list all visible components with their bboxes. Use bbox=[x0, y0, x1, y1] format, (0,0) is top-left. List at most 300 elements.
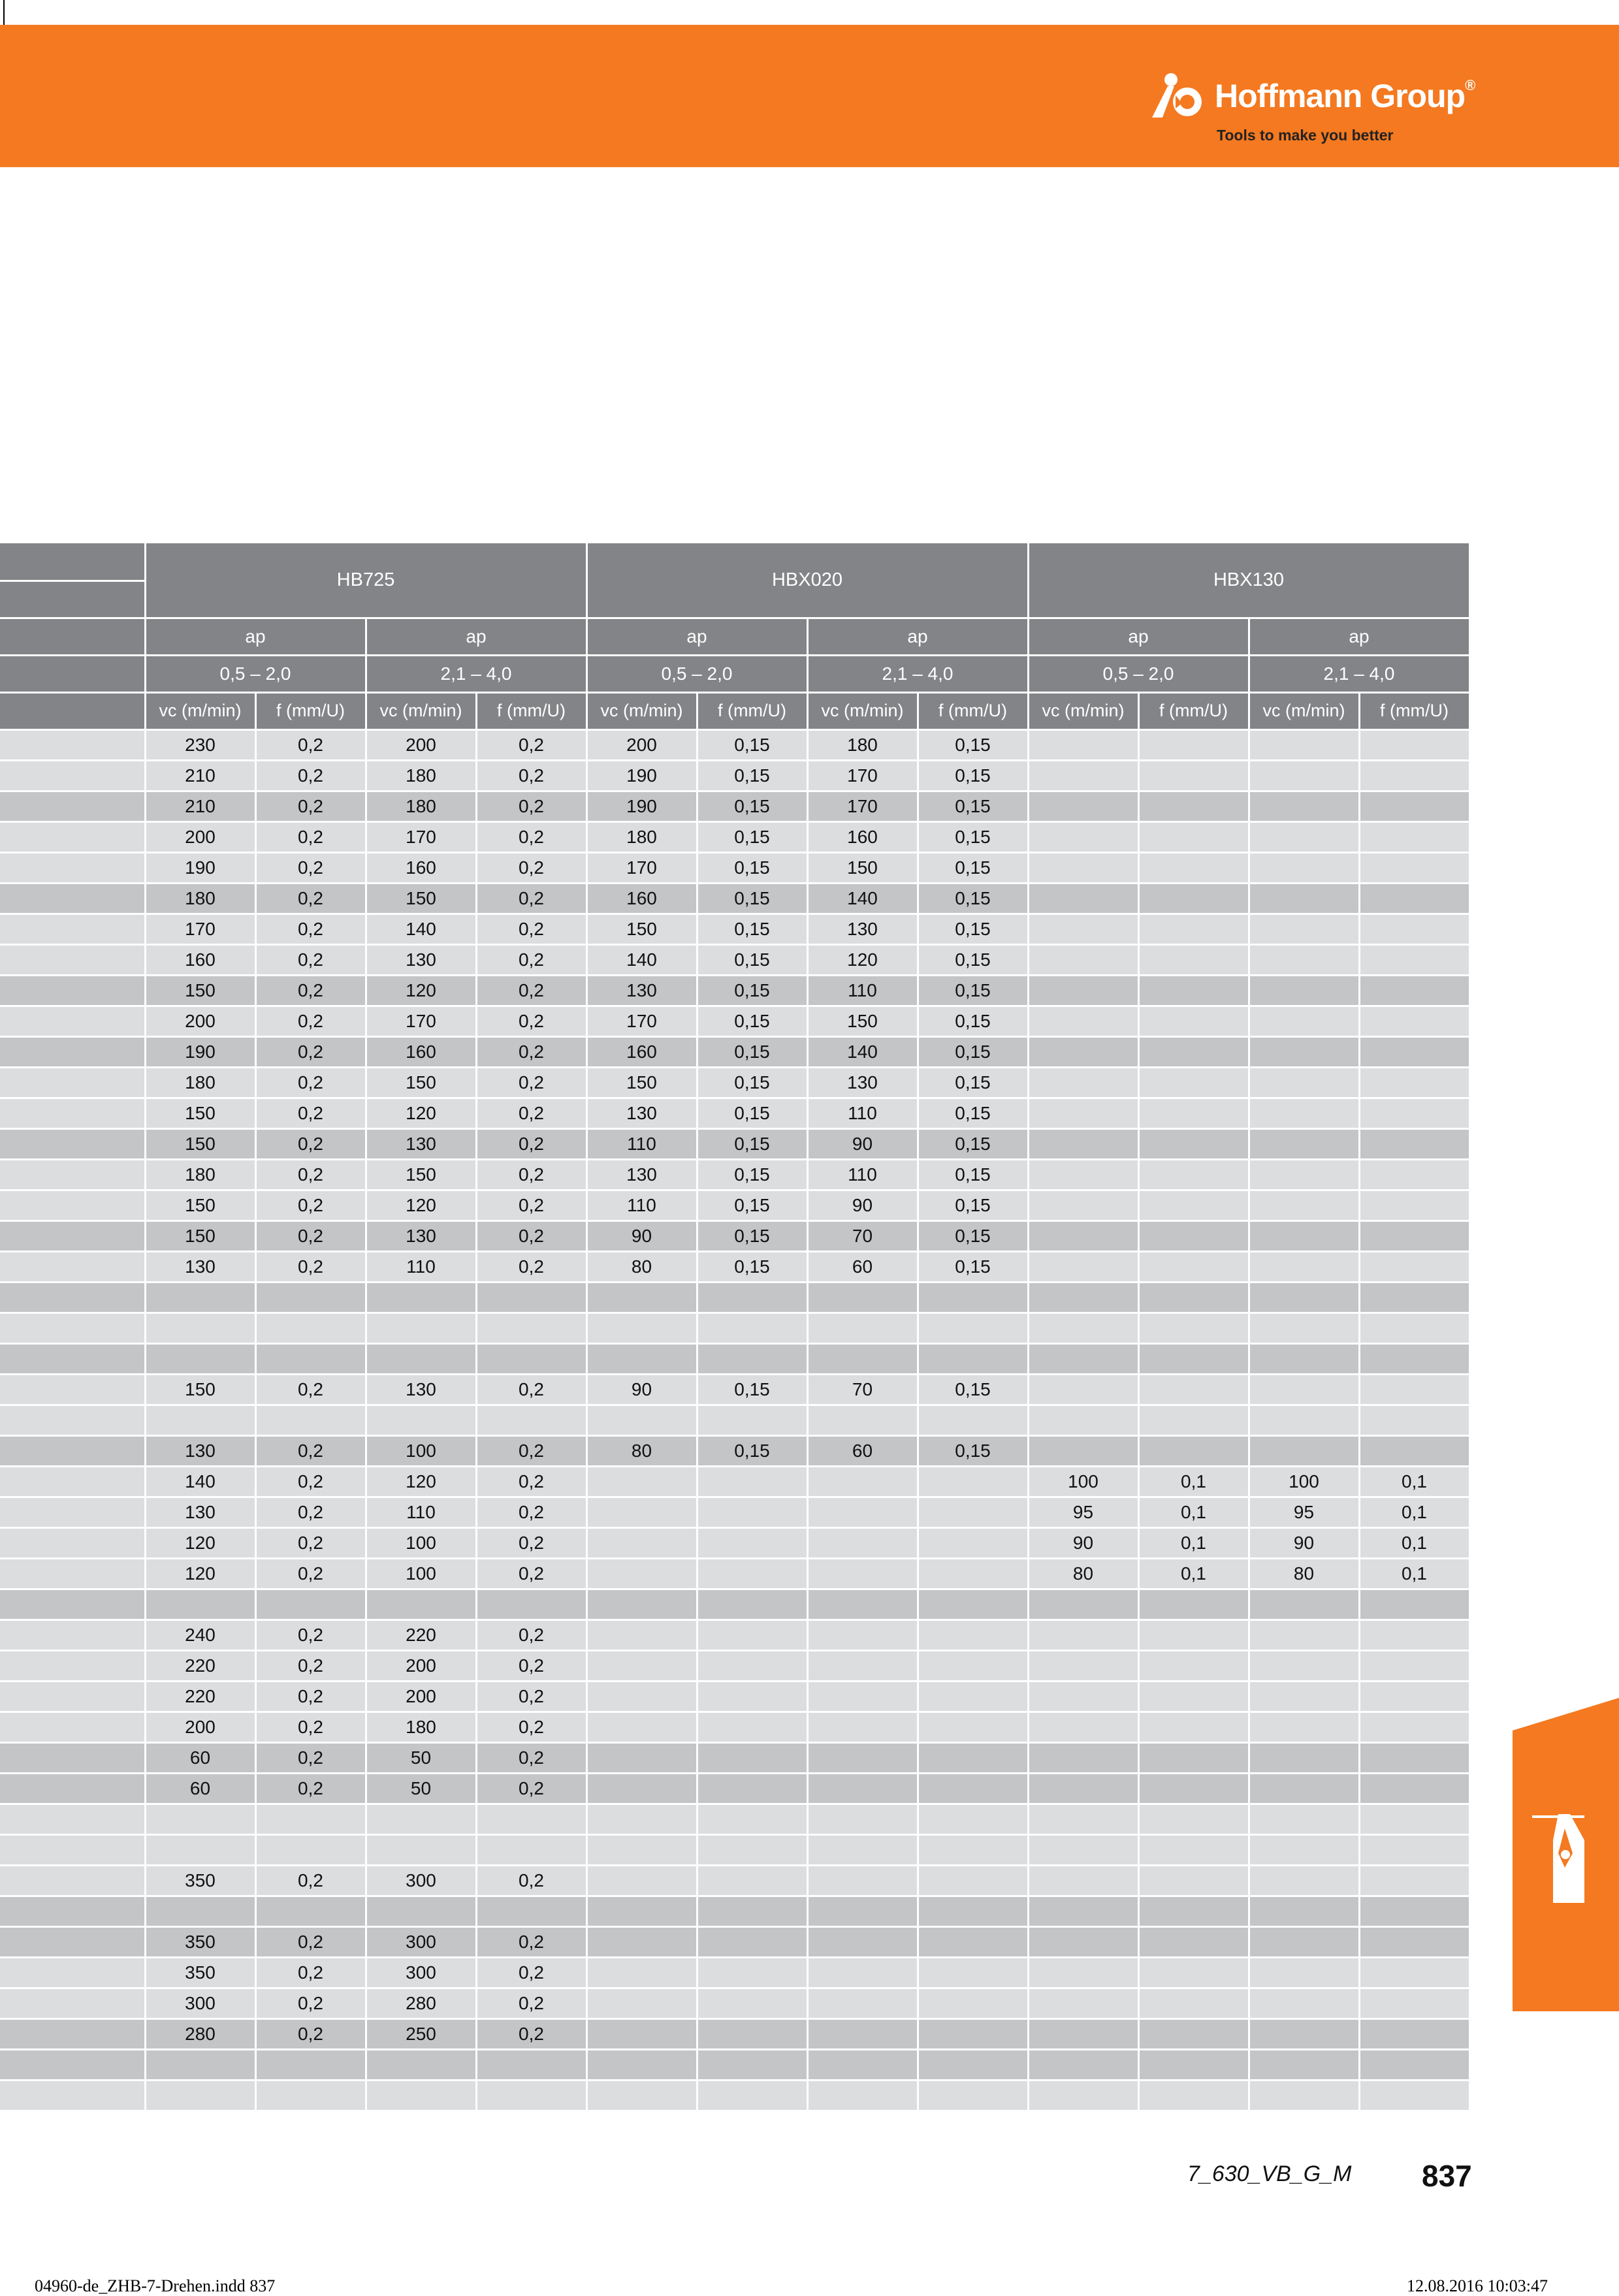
f-cell: 0,2 bbox=[476, 1619, 586, 1650]
vc-cell: 160 bbox=[586, 1036, 697, 1067]
vc-cell: 190 bbox=[145, 1036, 255, 1067]
ap-range: 2,1 – 4,0 bbox=[1249, 655, 1469, 692]
ap-range: 0,5 – 2,0 bbox=[1028, 655, 1249, 692]
f-cell bbox=[1359, 760, 1469, 791]
f-cell bbox=[1359, 1988, 1469, 2018]
f-cell: 0,2 bbox=[255, 729, 366, 760]
f-cell: 0,15 bbox=[918, 821, 1028, 852]
f-cell: 0,2 bbox=[476, 1036, 586, 1067]
f-cell bbox=[255, 2049, 366, 2080]
f-cell bbox=[1359, 1589, 1469, 1619]
f-cell bbox=[918, 1834, 1028, 1865]
vc-cell: 95 bbox=[1028, 1497, 1138, 1527]
vc-cell bbox=[807, 1343, 918, 1374]
logo-figure-icon bbox=[1149, 72, 1215, 124]
vc-cell: 50 bbox=[366, 1773, 476, 1804]
f-cell bbox=[1359, 1159, 1469, 1190]
vc-cell: 60 bbox=[807, 1251, 918, 1282]
f-cell bbox=[1359, 1067, 1469, 1098]
row-label-cell bbox=[0, 1435, 145, 1466]
vc-cell bbox=[807, 1405, 918, 1435]
f-cell bbox=[1359, 914, 1469, 944]
f-cell: 0,2 bbox=[255, 1036, 366, 1067]
table-row bbox=[0, 852, 1469, 883]
vc-cell: 280 bbox=[366, 1988, 476, 2018]
f-cell bbox=[1138, 1405, 1249, 1435]
vc-cell: 90 bbox=[586, 1220, 697, 1251]
f-cell bbox=[918, 1926, 1028, 1957]
vc-cell bbox=[1028, 1712, 1138, 1742]
vc-cell: 180 bbox=[366, 791, 476, 821]
ap-range: 2,1 – 4,0 bbox=[807, 655, 1028, 692]
vc-cell: 150 bbox=[586, 1067, 697, 1098]
vc-cell: 350 bbox=[145, 1926, 255, 1957]
vc-cell: 130 bbox=[807, 1067, 918, 1098]
f-cell bbox=[918, 1988, 1028, 2018]
table-row bbox=[0, 1712, 1469, 1742]
vc-cell: 100 bbox=[366, 1527, 476, 1558]
vc-cell: 160 bbox=[145, 944, 255, 975]
table-row bbox=[0, 1128, 1469, 1159]
turning-tool-icon bbox=[1513, 1698, 1619, 2011]
f-cell bbox=[1138, 1343, 1249, 1374]
vc-cell: 110 bbox=[366, 1251, 476, 1282]
f-cell bbox=[697, 1466, 807, 1497]
cutting-data-table bbox=[0, 543, 1471, 2112]
vc-cell bbox=[807, 1527, 918, 1558]
f-cell: 0,2 bbox=[476, 1067, 586, 1098]
vc-cell bbox=[807, 1957, 918, 1988]
row-label-cell bbox=[0, 1374, 145, 1405]
f-cell bbox=[1138, 1098, 1249, 1128]
vc-cell bbox=[1249, 821, 1359, 852]
f-cell: 0,15 bbox=[697, 1374, 807, 1405]
vc-cell bbox=[1249, 1374, 1359, 1405]
row-label-cell bbox=[0, 1773, 145, 1804]
vc-cell bbox=[1028, 1742, 1138, 1773]
vc-cell: 160 bbox=[366, 1036, 476, 1067]
logo-wordmark: Hoffmann Group® bbox=[1215, 77, 1475, 114]
vc-cell bbox=[1249, 852, 1359, 883]
vc-cell: 130 bbox=[366, 1128, 476, 1159]
f-cell bbox=[918, 1282, 1028, 1313]
f-cell bbox=[918, 1773, 1028, 1804]
vc-cell: 80 bbox=[586, 1435, 697, 1466]
f-cell bbox=[476, 1343, 586, 1374]
vc-cell bbox=[145, 1343, 255, 1374]
vc-cell bbox=[1249, 1681, 1359, 1712]
row-label-cell bbox=[0, 1128, 145, 1159]
f-cell bbox=[1359, 821, 1469, 852]
vc-cell: 170 bbox=[586, 852, 697, 883]
vc-cell bbox=[1249, 1589, 1359, 1619]
vc-cell: 170 bbox=[586, 1006, 697, 1036]
vc-cell bbox=[1249, 1619, 1359, 1650]
table-row bbox=[0, 729, 1469, 760]
vc-cell bbox=[1249, 1650, 1359, 1681]
table-row bbox=[0, 1865, 1469, 1896]
table-row bbox=[0, 1098, 1469, 1128]
vc-cell: 150 bbox=[145, 1220, 255, 1251]
f-cell: 0,1 bbox=[1359, 1497, 1469, 1527]
f-cell: 0,2 bbox=[255, 883, 366, 914]
vc-cell bbox=[586, 1619, 697, 1650]
vc-cell bbox=[1028, 760, 1138, 791]
f-cell: 0,2 bbox=[255, 1251, 366, 1282]
vc-cell: 130 bbox=[586, 1098, 697, 1128]
f-cell: 0,15 bbox=[918, 914, 1028, 944]
vc-cell bbox=[145, 1589, 255, 1619]
vc-cell: 90 bbox=[586, 1374, 697, 1405]
f-cell bbox=[1359, 1681, 1469, 1712]
vc-cell bbox=[586, 1896, 697, 1926]
f-column-header: f (mm/U) bbox=[697, 692, 807, 729]
vc-cell: 130 bbox=[366, 1220, 476, 1251]
f-cell: 0,2 bbox=[476, 1650, 586, 1681]
row-label-cell bbox=[0, 2049, 145, 2080]
f-cell bbox=[255, 2080, 366, 2111]
vc-cell bbox=[1249, 1865, 1359, 1896]
f-cell bbox=[1138, 729, 1249, 760]
f-cell bbox=[1359, 1435, 1469, 1466]
vc-column-header: vc (m/min) bbox=[145, 692, 255, 729]
vc-cell: 100 bbox=[366, 1558, 476, 1589]
vc-cell bbox=[1249, 1343, 1359, 1374]
vc-cell bbox=[1028, 852, 1138, 883]
vc-cell: 150 bbox=[366, 1067, 476, 1098]
f-cell: 0,15 bbox=[697, 1128, 807, 1159]
vc-cell: 120 bbox=[807, 944, 918, 975]
f-cell: 0,2 bbox=[255, 1742, 366, 1773]
vc-cell: 110 bbox=[366, 1497, 476, 1527]
f-cell: 0,15 bbox=[697, 883, 807, 914]
vc-cell: 120 bbox=[366, 1466, 476, 1497]
f-cell: 0,2 bbox=[476, 2018, 586, 2049]
f-cell: 0,2 bbox=[476, 975, 586, 1006]
vc-cell bbox=[1028, 1067, 1138, 1098]
vc-cell: 150 bbox=[366, 883, 476, 914]
row-label-cell bbox=[0, 821, 145, 852]
vc-cell bbox=[366, 1896, 476, 1926]
f-cell bbox=[697, 1497, 807, 1527]
f-cell: 0,2 bbox=[476, 1220, 586, 1251]
vc-cell: 250 bbox=[366, 2018, 476, 2049]
row-label-cell bbox=[0, 1006, 145, 1036]
f-cell bbox=[1359, 1804, 1469, 1834]
vc-cell bbox=[1249, 944, 1359, 975]
f-cell bbox=[1138, 975, 1249, 1006]
f-cell bbox=[1138, 1742, 1249, 1773]
f-cell bbox=[697, 1681, 807, 1712]
f-cell: 0,2 bbox=[476, 1435, 586, 1466]
f-cell bbox=[255, 1834, 366, 1865]
f-cell bbox=[697, 2049, 807, 2080]
row-label-cell bbox=[0, 1742, 145, 1773]
f-cell: 0,15 bbox=[697, 1190, 807, 1220]
f-cell: 0,2 bbox=[476, 1251, 586, 1282]
table-row bbox=[0, 1650, 1469, 1681]
f-cell: 0,15 bbox=[697, 1036, 807, 1067]
f-cell: 0,15 bbox=[697, 1251, 807, 1282]
label-header-cell bbox=[0, 618, 145, 655]
vc-cell bbox=[807, 2018, 918, 2049]
vc-cell bbox=[1028, 2080, 1138, 2111]
f-cell: 0,1 bbox=[1138, 1558, 1249, 1589]
vc-cell bbox=[1249, 883, 1359, 914]
vc-cell bbox=[1028, 2049, 1138, 2080]
f-cell: 0,2 bbox=[476, 1497, 586, 1527]
table-row bbox=[0, 1313, 1469, 1343]
vc-cell: 130 bbox=[586, 975, 697, 1006]
vc-cell: 170 bbox=[366, 1006, 476, 1036]
vc-cell: 120 bbox=[366, 1098, 476, 1128]
vc-cell: 150 bbox=[586, 914, 697, 944]
vc-cell: 95 bbox=[1249, 1497, 1359, 1527]
row-label-cell bbox=[0, 791, 145, 821]
f-cell bbox=[1359, 1190, 1469, 1220]
row-label-cell bbox=[0, 1190, 145, 1220]
vc-cell bbox=[1249, 1128, 1359, 1159]
vc-cell: 80 bbox=[586, 1251, 697, 1282]
f-cell: 0,2 bbox=[476, 821, 586, 852]
f-column-header: f (mm/U) bbox=[918, 692, 1028, 729]
vc-cell bbox=[366, 1282, 476, 1313]
vc-cell bbox=[807, 1313, 918, 1343]
vc-cell: 60 bbox=[145, 1773, 255, 1804]
table-row bbox=[0, 1036, 1469, 1067]
vc-cell: 150 bbox=[145, 1190, 255, 1220]
table-row bbox=[0, 1466, 1469, 1497]
row-label-cell bbox=[0, 1926, 145, 1957]
f-cell bbox=[918, 1742, 1028, 1773]
ap-label: ap bbox=[145, 618, 366, 655]
f-cell bbox=[697, 1988, 807, 2018]
document-code: 7_630_VB_G_M bbox=[1187, 2161, 1352, 2186]
f-cell: 0,15 bbox=[697, 821, 807, 852]
f-cell: 0,15 bbox=[697, 1067, 807, 1098]
vc-cell bbox=[807, 1804, 918, 1834]
vc-column-header: vc (m/min) bbox=[586, 692, 697, 729]
vc-cell bbox=[1249, 1190, 1359, 1220]
vc-cell: 200 bbox=[366, 1681, 476, 1712]
vc-cell bbox=[1249, 1435, 1359, 1466]
f-cell: 0,2 bbox=[255, 1926, 366, 1957]
vc-cell bbox=[1249, 1896, 1359, 1926]
f-cell bbox=[918, 1589, 1028, 1619]
vc-cell: 130 bbox=[366, 944, 476, 975]
f-cell bbox=[1359, 2080, 1469, 2111]
f-cell: 0,15 bbox=[918, 883, 1028, 914]
f-cell: 0,15 bbox=[697, 914, 807, 944]
vc-cell: 350 bbox=[145, 1865, 255, 1896]
vc-cell: 160 bbox=[807, 821, 918, 852]
vc-cell: 180 bbox=[145, 883, 255, 914]
table-row bbox=[0, 2080, 1469, 2111]
vc-cell bbox=[1028, 1006, 1138, 1036]
f-cell bbox=[1359, 1128, 1469, 1159]
f-cell: 0,2 bbox=[476, 883, 586, 914]
f-cell bbox=[1138, 1313, 1249, 1343]
vc-cell bbox=[586, 1957, 697, 1988]
vc-cell bbox=[586, 1589, 697, 1619]
f-cell: 0,2 bbox=[476, 1681, 586, 1712]
vc-cell bbox=[586, 1497, 697, 1527]
vc-cell bbox=[586, 1405, 697, 1435]
vc-cell: 120 bbox=[366, 1190, 476, 1220]
f-cell bbox=[1359, 1742, 1469, 1773]
vc-cell: 350 bbox=[145, 1957, 255, 1988]
f-cell bbox=[918, 1343, 1028, 1374]
vc-cell bbox=[1249, 1742, 1359, 1773]
f-cell: 0,1 bbox=[1138, 1497, 1249, 1527]
vc-cell: 140 bbox=[807, 883, 918, 914]
vc-cell bbox=[586, 2049, 697, 2080]
vc-cell bbox=[1249, 1282, 1359, 1313]
f-cell bbox=[476, 1282, 586, 1313]
f-cell: 0,15 bbox=[918, 852, 1028, 883]
row-label-cell bbox=[0, 1865, 145, 1896]
vc-cell: 150 bbox=[807, 852, 918, 883]
vc-cell bbox=[1028, 1896, 1138, 1926]
f-cell bbox=[1138, 1067, 1249, 1098]
row-label-cell bbox=[0, 1988, 145, 2018]
f-cell bbox=[1359, 1405, 1469, 1435]
vc-column-header: vc (m/min) bbox=[366, 692, 476, 729]
f-cell: 0,15 bbox=[697, 944, 807, 975]
f-cell bbox=[1138, 1957, 1249, 1988]
vc-cell bbox=[586, 1773, 697, 1804]
f-cell bbox=[918, 1497, 1028, 1527]
hoffmann-group-logo bbox=[1149, 72, 1476, 150]
f-cell bbox=[697, 1313, 807, 1343]
table-row bbox=[0, 821, 1469, 852]
vc-cell bbox=[1028, 1251, 1138, 1282]
f-cell: 0,15 bbox=[918, 1036, 1028, 1067]
vc-cell bbox=[1249, 1405, 1359, 1435]
vc-cell bbox=[1249, 1957, 1359, 1988]
f-cell bbox=[697, 1773, 807, 1804]
vc-cell: 190 bbox=[145, 852, 255, 883]
ap-label: ap bbox=[366, 618, 586, 655]
f-cell: 0,15 bbox=[918, 1435, 1028, 1466]
f-cell: 0,1 bbox=[1359, 1466, 1469, 1497]
ap-label: ap bbox=[586, 618, 807, 655]
vc-cell bbox=[1249, 975, 1359, 1006]
vc-cell bbox=[1028, 1988, 1138, 2018]
vc-cell bbox=[145, 1282, 255, 1313]
vc-cell: 80 bbox=[1249, 1558, 1359, 1589]
f-cell: 0,2 bbox=[255, 2018, 366, 2049]
row-label-cell bbox=[0, 975, 145, 1006]
vc-cell bbox=[807, 1282, 918, 1313]
f-cell: 0,2 bbox=[476, 1159, 586, 1190]
f-cell bbox=[1359, 1036, 1469, 1067]
vc-cell: 300 bbox=[145, 1988, 255, 2018]
ap-label: ap bbox=[1249, 618, 1469, 655]
f-cell: 0,2 bbox=[255, 1466, 366, 1497]
vc-cell: 130 bbox=[145, 1251, 255, 1282]
f-cell bbox=[476, 2080, 586, 2111]
table-row bbox=[0, 1343, 1469, 1374]
f-cell: 0,2 bbox=[255, 821, 366, 852]
f-cell bbox=[1138, 1282, 1249, 1313]
table-row bbox=[0, 1926, 1469, 1957]
f-cell: 0,2 bbox=[476, 1466, 586, 1497]
vc-cell bbox=[1028, 975, 1138, 1006]
vc-cell bbox=[586, 1527, 697, 1558]
ap-range: 0,5 – 2,0 bbox=[145, 655, 366, 692]
table-row bbox=[0, 1251, 1469, 1282]
f-cell: 0,15 bbox=[697, 1006, 807, 1036]
f-cell: 0,2 bbox=[255, 1435, 366, 1466]
row-label-cell bbox=[0, 1712, 145, 1742]
vc-cell: 150 bbox=[807, 1006, 918, 1036]
f-cell bbox=[1359, 944, 1469, 975]
f-cell: 0,2 bbox=[255, 1681, 366, 1712]
row-label-cell bbox=[0, 2080, 145, 2111]
row-label-cell bbox=[0, 1159, 145, 1190]
vc-cell bbox=[807, 1896, 918, 1926]
vc-cell: 200 bbox=[145, 821, 255, 852]
vc-cell: 180 bbox=[586, 821, 697, 852]
f-cell bbox=[1359, 2049, 1469, 2080]
f-cell bbox=[476, 1896, 586, 1926]
f-cell bbox=[697, 1405, 807, 1435]
table-row bbox=[0, 1589, 1469, 1619]
row-label-cell bbox=[0, 760, 145, 791]
vc-cell: 150 bbox=[145, 1128, 255, 1159]
vc-cell bbox=[1028, 791, 1138, 821]
f-cell bbox=[1359, 1251, 1469, 1282]
f-cell bbox=[1138, 852, 1249, 883]
vc-cell: 230 bbox=[145, 729, 255, 760]
f-cell bbox=[1359, 1619, 1469, 1650]
row-label-cell bbox=[0, 1527, 145, 1558]
f-cell: 0,15 bbox=[918, 1159, 1028, 1190]
f-cell bbox=[1359, 1712, 1469, 1742]
f-cell: 0,2 bbox=[476, 1988, 586, 2018]
vc-cell: 300 bbox=[366, 1865, 476, 1896]
f-cell bbox=[697, 1865, 807, 1896]
f-cell: 0,1 bbox=[1359, 1558, 1469, 1589]
f-cell bbox=[697, 1282, 807, 1313]
vc-cell bbox=[366, 1313, 476, 1343]
f-cell: 0,2 bbox=[476, 1773, 586, 1804]
vc-cell: 200 bbox=[586, 729, 697, 760]
row-label-cell bbox=[0, 729, 145, 760]
vc-cell bbox=[807, 1834, 918, 1865]
vc-cell bbox=[366, 1834, 476, 1865]
vc-cell bbox=[1249, 1036, 1359, 1067]
f-cell bbox=[918, 1804, 1028, 1834]
f-cell bbox=[255, 1343, 366, 1374]
f-cell bbox=[476, 1313, 586, 1343]
vc-cell: 150 bbox=[145, 1098, 255, 1128]
f-cell: 0,2 bbox=[476, 852, 586, 883]
f-cell: 0,15 bbox=[918, 1128, 1028, 1159]
vc-cell bbox=[1249, 1988, 1359, 2018]
vc-cell: 110 bbox=[807, 975, 918, 1006]
vc-cell bbox=[145, 1804, 255, 1834]
row-label-cell bbox=[0, 1804, 145, 1834]
f-cell: 0,2 bbox=[255, 1497, 366, 1527]
f-cell: 0,2 bbox=[255, 791, 366, 821]
table-row bbox=[0, 1957, 1469, 1988]
vc-cell bbox=[807, 1558, 918, 1589]
vc-cell bbox=[807, 1589, 918, 1619]
f-cell bbox=[1138, 791, 1249, 821]
table-row bbox=[0, 1282, 1469, 1313]
